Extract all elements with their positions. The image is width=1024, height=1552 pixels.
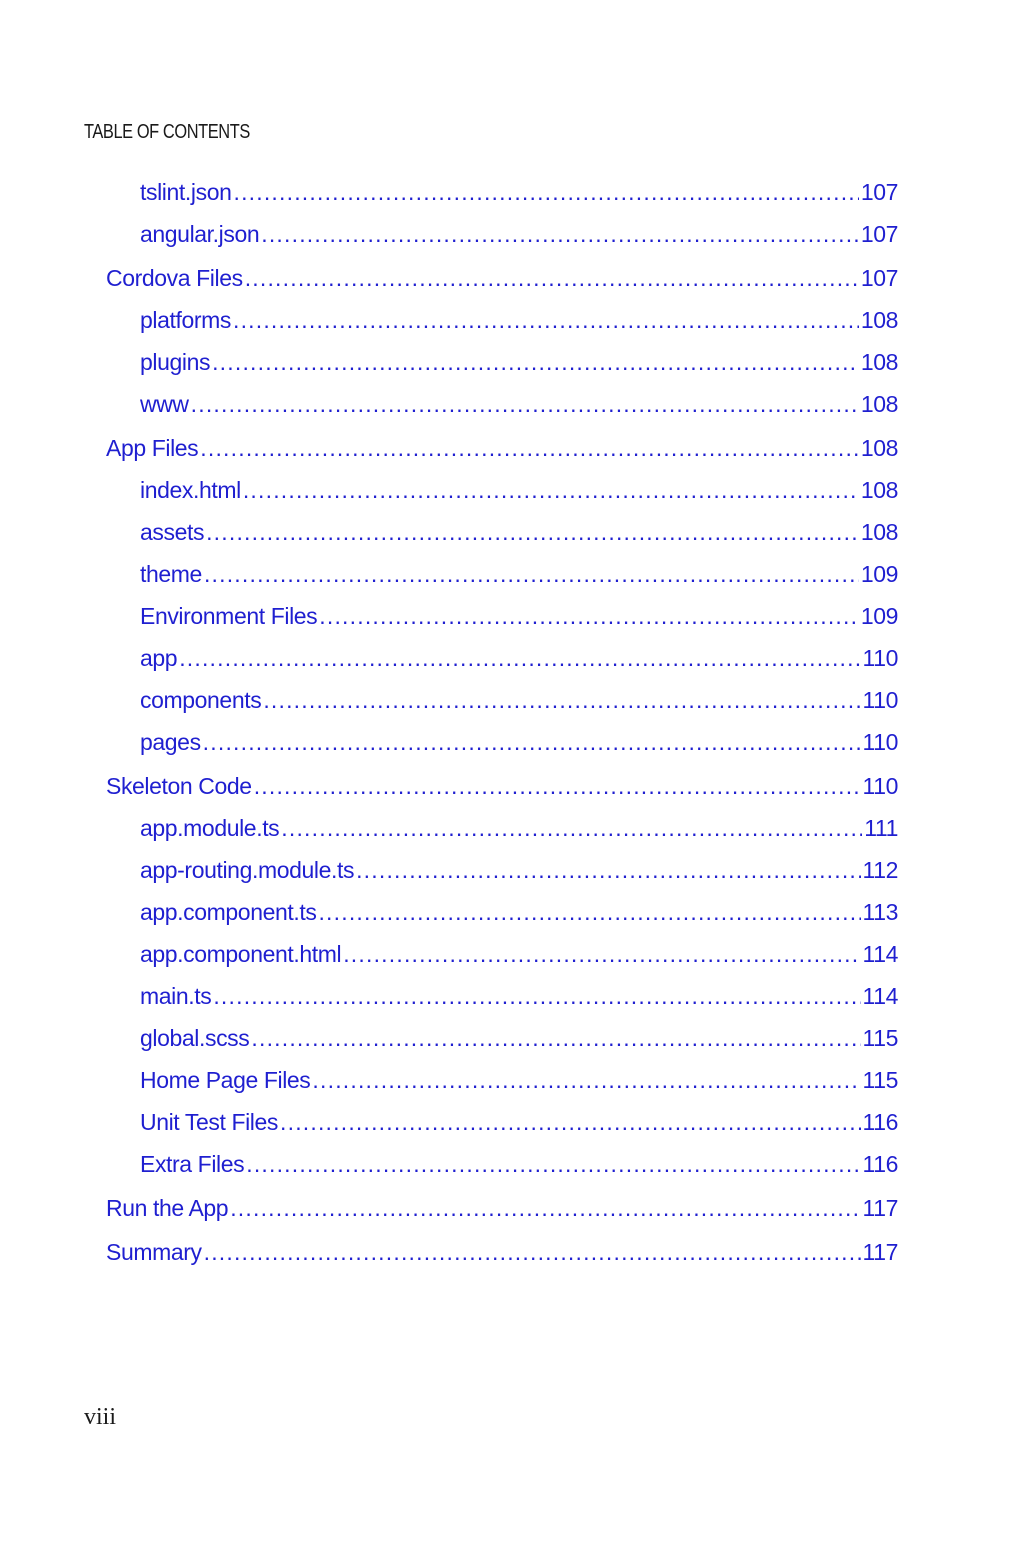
toc-entry-page: 113 <box>862 899 898 925</box>
toc-entry-page: 109 <box>860 603 898 629</box>
toc-entry[interactable] <box>140 687 898 715</box>
dot-leader <box>191 391 859 418</box>
toc-entry-page: 107 <box>860 179 898 205</box>
toc-entry-label: Unit Test Files <box>140 1109 279 1135</box>
toc-entry-label: Extra Files <box>140 1151 245 1177</box>
toc-entry[interactable] <box>106 435 898 463</box>
dot-leader <box>356 857 860 884</box>
toc-entry[interactable] <box>140 1067 898 1095</box>
toc-entry-label: platforms <box>140 307 231 333</box>
toc-entry[interactable] <box>140 983 898 1011</box>
toc-entry-page: 114 <box>862 941 898 967</box>
toc-entry-label: www <box>140 391 189 417</box>
toc-entry-label: Cordova Files <box>106 265 243 291</box>
dot-leader <box>179 645 860 672</box>
toc-entry[interactable] <box>140 391 898 419</box>
dot-leader <box>213 983 860 1010</box>
dot-leader <box>233 179 858 206</box>
toc-entry[interactable] <box>140 1109 898 1137</box>
toc-entry[interactable] <box>140 561 898 589</box>
toc-entry-label: Skeleton Code <box>106 773 252 799</box>
toc-entry-label: Environment Files <box>140 603 318 629</box>
toc-entry[interactable] <box>106 265 898 293</box>
toc-entry-label: pages <box>140 729 201 755</box>
toc-entry-page: 108 <box>860 307 898 333</box>
toc-entry-page: 111 <box>864 815 898 841</box>
toc-entry-label: theme <box>140 561 202 587</box>
toc-entry-page: 117 <box>862 1239 898 1265</box>
dot-leader <box>243 477 859 504</box>
dot-leader <box>233 307 859 334</box>
toc-entry-label: Summary <box>106 1239 202 1265</box>
toc-entry[interactable] <box>140 1151 898 1179</box>
dot-leader <box>246 1151 860 1178</box>
toc-entry-label: global.scss <box>140 1025 250 1051</box>
toc-entry[interactable] <box>140 899 898 927</box>
toc-entry-page: 108 <box>860 477 898 503</box>
toc-entry[interactable] <box>140 179 898 207</box>
page-number: viii <box>84 1404 117 1430</box>
toc-entry-page: 115 <box>862 1025 898 1051</box>
dot-leader <box>312 1067 860 1094</box>
toc-entry[interactable] <box>140 729 898 757</box>
toc-entry-label: app.component.ts <box>140 899 317 925</box>
toc-entry-page: 110 <box>862 687 898 713</box>
dot-leader <box>251 1025 860 1052</box>
dot-leader <box>254 773 861 800</box>
running-header: TABLE OF CONTENTS <box>84 121 250 143</box>
toc-entry[interactable] <box>140 307 898 335</box>
toc-entry[interactable] <box>140 519 898 547</box>
toc-entry[interactable] <box>140 221 898 249</box>
toc-entry[interactable] <box>106 773 898 801</box>
toc-entry-page: 116 <box>862 1151 898 1177</box>
toc-entry-label: assets <box>140 519 205 545</box>
toc-entry-page: 116 <box>862 1109 898 1135</box>
toc-entry[interactable] <box>140 857 898 885</box>
dot-leader <box>204 1239 861 1266</box>
dot-leader <box>261 221 859 248</box>
toc-entry-page: 112 <box>862 857 898 883</box>
toc-entry-page: 108 <box>860 349 898 375</box>
toc-entry[interactable] <box>140 645 898 673</box>
toc-entry-label: tslint.json <box>140 179 232 205</box>
toc-entry-page: 110 <box>862 773 898 799</box>
dot-leader <box>343 941 860 968</box>
toc-entry-label: app-routing.module.ts <box>140 857 355 883</box>
toc-entry[interactable] <box>140 349 898 377</box>
toc-entry[interactable] <box>140 941 898 969</box>
toc-entry-label: App Files <box>106 435 199 461</box>
toc-entry[interactable] <box>106 1239 898 1267</box>
toc-entry-page: 115 <box>862 1067 898 1093</box>
dot-leader <box>200 435 859 462</box>
toc-entry-page: 107 <box>860 221 898 247</box>
toc-entry[interactable] <box>140 815 898 843</box>
toc-entry-page: 108 <box>860 519 898 545</box>
toc-entry-page: 107 <box>860 265 898 291</box>
dot-leader <box>212 349 859 376</box>
toc-entry-page: 108 <box>860 435 898 461</box>
toc-entry[interactable] <box>140 603 898 631</box>
toc-entry-label: Home Page Files <box>140 1067 311 1093</box>
toc-entry[interactable] <box>140 477 898 505</box>
dot-leader <box>206 519 859 546</box>
toc-entry-page: 114 <box>862 983 898 1009</box>
toc-entry-page: 110 <box>862 645 898 671</box>
toc-entry-page: 117 <box>862 1195 898 1221</box>
dot-leader <box>245 265 859 292</box>
dot-leader <box>204 561 859 588</box>
toc-entry-label: main.ts <box>140 983 212 1009</box>
toc-entry[interactable] <box>140 1025 898 1053</box>
dot-leader <box>318 899 860 926</box>
toc-entry-label: Run the App <box>106 1195 229 1221</box>
dot-leader <box>319 603 859 630</box>
toc-entry-label: index.html <box>140 477 241 503</box>
toc-entry-label: app.module.ts <box>140 815 280 841</box>
toc-entry-label: components <box>140 687 262 713</box>
toc-entry-label: app.component.html <box>140 941 342 967</box>
toc-entry-label: angular.json <box>140 221 260 247</box>
toc-entry-page: 108 <box>860 391 898 417</box>
toc-entry[interactable] <box>106 1195 898 1223</box>
toc-entry-label: app <box>140 645 178 671</box>
dot-leader <box>263 687 860 714</box>
dot-leader <box>280 1109 861 1136</box>
dot-leader <box>281 815 862 842</box>
dot-leader <box>230 1195 860 1222</box>
toc-entry-label: plugins <box>140 349 211 375</box>
dot-leader <box>203 729 861 756</box>
toc-entry-page: 109 <box>860 561 898 587</box>
toc-entry-page: 110 <box>862 729 898 755</box>
